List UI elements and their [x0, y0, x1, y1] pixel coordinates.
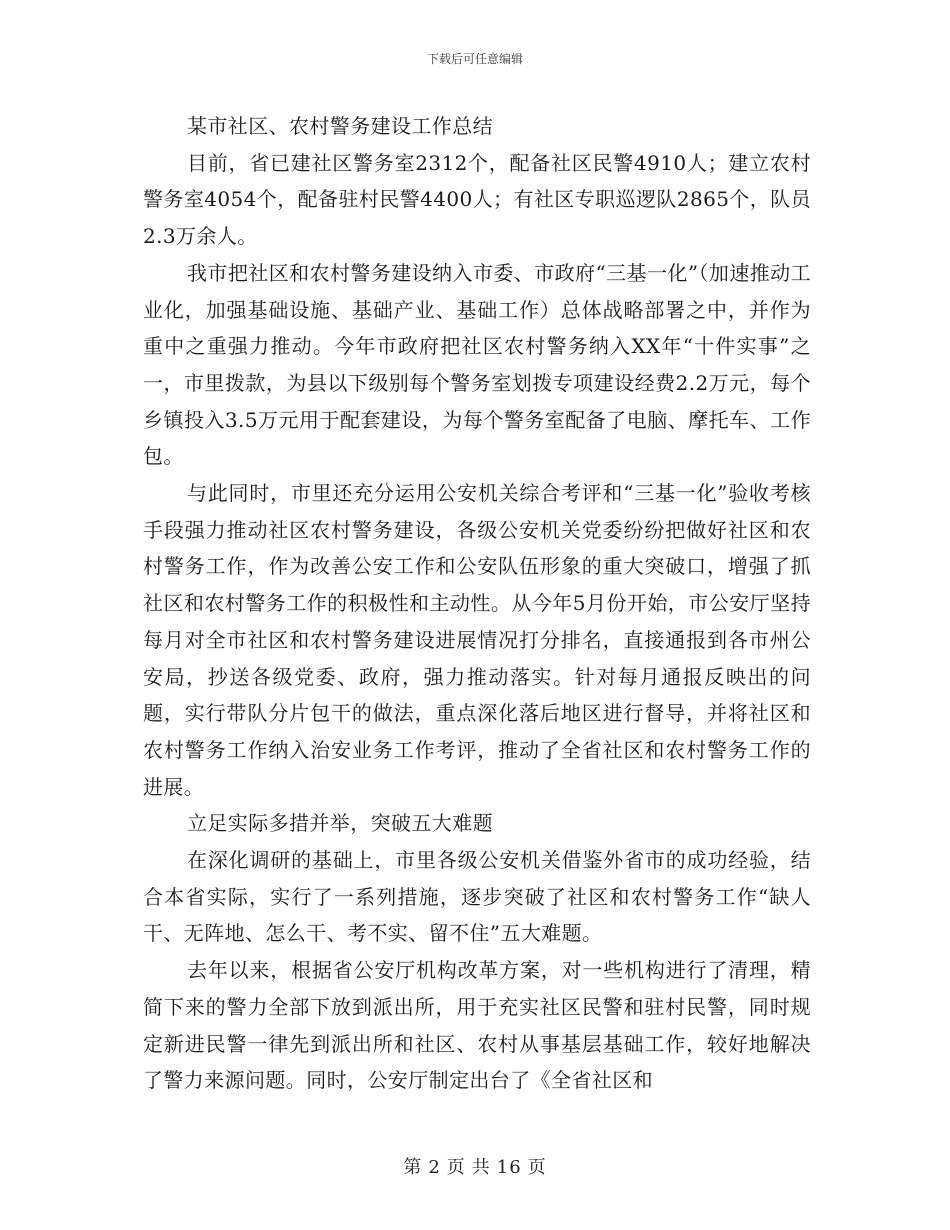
page-footer — [0, 1153, 950, 1179]
footer-prefix: 第 — [403, 1157, 423, 1178]
footer-suffix: 页 — [527, 1157, 547, 1178]
footer-page-word: 页 — [446, 1157, 466, 1178]
paragraph: 在深化调研的基础上，市里各级公安机关借鉴外省市的成功经验，结合本省实际，实行了一系列措施，逐步突破了社区和农村警务工作“缺人干、无阵地、怎么干、考不实、留不住”五大难题。 — [143, 848, 811, 946]
footer-total-word: 共 — [471, 1157, 491, 1178]
paragraph: 与此同时，市里还充分运用公安机关综合考评和“三基一化”验收考核手段强力推动社区农村警务建设，各级公安机关党委纷纷把做好社区和农村警务工作，作为改善公安工作和公安队伍形象的重大突破口，增强了抓社区和农村警务工作的积极性和主动性。从今年5月份开始，市公安厅坚持每月对全市社区和农村警务建设进展情况打分排名，直接通报到各市州公安局，抄送各级党委、政府，强力推动落实。针对每月通报反映出的问题，实行带队分片包干的做法，重点深化落后地区进行督导，并将社区和农村警务工作纳入治安业务工作考评，推动了全省社区和农村警务工作的进展。 — [143, 481, 811, 799]
paragraph: 去年以来，根据省公安厅机构改革方案，对一些机构进行了清理，精简下来的警力全部下放到派出所，用于充实社区民警和驻村民警，同时规定新进民警一律先到派出所和社区、农村从事基层基础工作，较好地解决了警力来源问题。同时，公安厅制定出台了《全省社区和 — [143, 958, 811, 1093]
total-pages: 16 — [496, 1157, 522, 1178]
page-number: 2 — [428, 1157, 441, 1178]
section-heading: 立足实际多措并举，突破五大难题 — [187, 811, 493, 836]
page-header: 下载后可任意编辑 — [426, 52, 523, 66]
document-body — [143, 108, 811, 1099]
paragraph: 目前，省已建社区警务室2312个，配备社区民警4910人；建立农村警务室4054个，配备驻村民警4400人；有社区专职巡逻队2865个，队员2.3万余人。 — [143, 150, 811, 249]
paragraph: 我市把社区和农村警务建设纳入市委、市政府“三基一化”（加速推动工业化，加强基础设施、基础产业、基础工作）总体战略部署之中，并作为重中之重强力推动。今年市政府把社区农村警务纳入XX年“十件实事”之一，市里拨款，为县以下级别每个警务室划拨专项建设经费2.2万元，每个乡镇投入3.5万元用于配套建设，为每个警务室配备了电脑、摩托车、工作包。 — [143, 260, 811, 469]
document-title: 某市社区、农村警务建设工作总结 — [187, 114, 493, 138]
